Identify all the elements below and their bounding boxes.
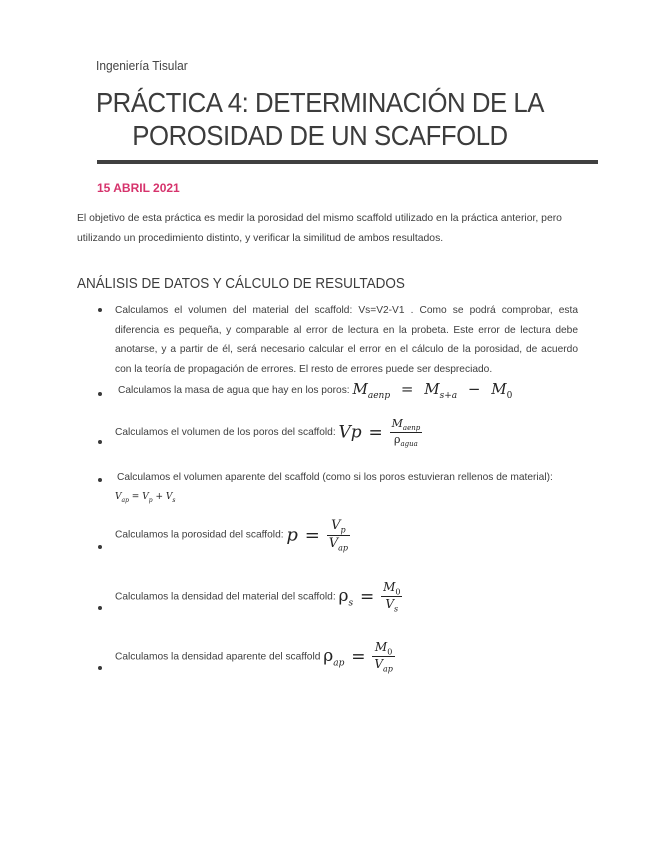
bullet-material-density-text: Calculamos la densidad del material del scaffold:	[115, 591, 336, 603]
formula-symbol: Vp	[338, 422, 362, 443]
formula-symbol: M	[491, 380, 507, 398]
fraction-numerator	[372, 640, 395, 657]
fraction-denominator	[372, 657, 395, 673]
formula-operator: =	[304, 524, 320, 546]
formula-pore-volume-fraction	[390, 417, 423, 448]
formula-subscript: agua	[400, 440, 418, 449]
bullet-apparent-volume: Calculamos el volumen aparente del scaffold (como si los poros estuvieran rellenos de material):	[117, 472, 553, 483]
formula-rho-ap	[323, 645, 345, 669]
formula-subscript: s	[394, 604, 399, 614]
page-title	[81, 86, 559, 152]
bullet-porosity	[115, 518, 350, 552]
section-heading: ANÁLISIS DE DATOS Y CÁLCULO DE RESULTADOS	[77, 275, 405, 292]
formula-symbol: V	[385, 597, 395, 612]
formula-symbol: M	[391, 417, 403, 430]
bullet-dot-icon	[98, 606, 102, 610]
formula-subscript: s	[348, 598, 354, 609]
formula-subscript: 0	[395, 587, 401, 597]
bullet-dot-icon	[98, 478, 102, 482]
formula-symbol: V	[142, 492, 149, 502]
bullet-material-density	[115, 580, 402, 614]
formula-subscript: ap	[333, 658, 345, 669]
formula-subscript: 0	[506, 391, 513, 401]
fraction-denominator	[390, 433, 423, 448]
formula-material-density-fraction	[381, 580, 402, 614]
formula-subscript: ap	[383, 664, 393, 674]
formula-symbol: ρ	[338, 585, 349, 606]
formula-subscript: p	[340, 525, 346, 535]
formula-operator: −	[467, 380, 481, 398]
formula-subscript: ap	[338, 543, 349, 553]
fraction-numerator	[381, 580, 402, 597]
formula-symbol: ρ	[394, 433, 401, 447]
title-divider	[97, 160, 598, 164]
formula-operator: =	[400, 380, 414, 398]
formula-subscript: 0	[387, 647, 393, 657]
bullet-apparent-density-text: Calculamos la densidad aparente del scaffold	[115, 651, 321, 663]
formula-apparent-density-fraction	[372, 640, 395, 674]
formula-operator: +	[155, 492, 163, 502]
formula-subscript: p	[148, 496, 153, 504]
formula-subscript: aenp	[402, 424, 421, 433]
bullet-pore-volume-text: Calculamos el volumen de los poros del scaffold:	[115, 427, 336, 439]
formula-subscript: s	[172, 496, 176, 504]
formula-operator: =	[368, 422, 383, 443]
formula-operator: =	[359, 586, 375, 607]
formula-symbol: V	[328, 535, 339, 551]
title-line-2: POROSIDAD DE UN SCAFFOLD	[132, 120, 508, 151]
formula-symbol: V	[374, 657, 383, 672]
title-line-1: PRÁCTICA 4: DETERMINACIÓN DE LA	[95, 87, 545, 118]
formula-symbol: M	[424, 380, 440, 398]
formula-symbol: M	[374, 640, 388, 654]
formula-porosity-fraction	[327, 518, 350, 552]
formula-subscript: aenp	[367, 391, 391, 401]
fraction-denominator	[327, 536, 350, 553]
formula-rho-s	[338, 585, 354, 609]
formula-subscript: ap	[121, 496, 129, 504]
formula-symbol: M	[383, 580, 396, 594]
formula-symbol: V	[331, 518, 341, 533]
bullet-apparent-density	[115, 640, 395, 674]
formula-symbol: M	[352, 380, 368, 398]
formula-symbol: V	[165, 492, 173, 502]
formula-subscript: s+a	[439, 391, 458, 401]
brand-label: Ingeniería Tisular	[96, 58, 188, 73]
formula-apparent-volume	[115, 492, 175, 504]
formula-operator: =	[351, 646, 366, 667]
date-label: 15 ABRIL 2021	[97, 181, 180, 195]
bullet-dot-icon	[98, 545, 102, 549]
formula-water-mass	[352, 380, 513, 401]
bullet-pore-volume	[115, 417, 422, 448]
intro-paragraph: El objetivo de esta práctica es medir la porosidad del mismo scaffold utilizado en la práctica anterior, pero utilizando un procedimiento distinto, y verificar la similitud de ambos resultados.	[77, 213, 562, 244]
bullet-volume-material: Calculamos el volumen del material del scaffold: Vs=V2-V1 . Como se podrá comprobar, esta diferencia es pequeña, y comparable al error de lectura en la probeta. Este error de lectura debe anotarse, y a partir de él, será necesario calcular el error en el cálculo de la porosidad, de acuerdo con la teoría de propagación de errores. El resto de errores puede ser despreciado.	[115, 305, 578, 375]
bullet-dot-icon	[98, 440, 102, 444]
formula-symbol: ρ	[323, 645, 334, 666]
formula-operator: =	[131, 492, 140, 502]
formula-symbol: p	[286, 524, 298, 546]
fraction-numerator	[327, 518, 350, 536]
fraction-numerator	[390, 417, 423, 433]
bullet-water-mass-text: Calculamos la masa de agua que hay en los poros:	[118, 385, 350, 396]
bullet-porosity-text: Calculamos la porosidad del scaffold:	[115, 529, 284, 541]
formula-symbol: V	[115, 492, 122, 502]
bullet-dot-icon	[98, 666, 102, 670]
bullet-dot-icon	[98, 308, 102, 312]
bullet-dot-icon	[98, 392, 102, 396]
fraction-denominator	[381, 597, 402, 613]
bullet-water-mass	[118, 380, 512, 401]
